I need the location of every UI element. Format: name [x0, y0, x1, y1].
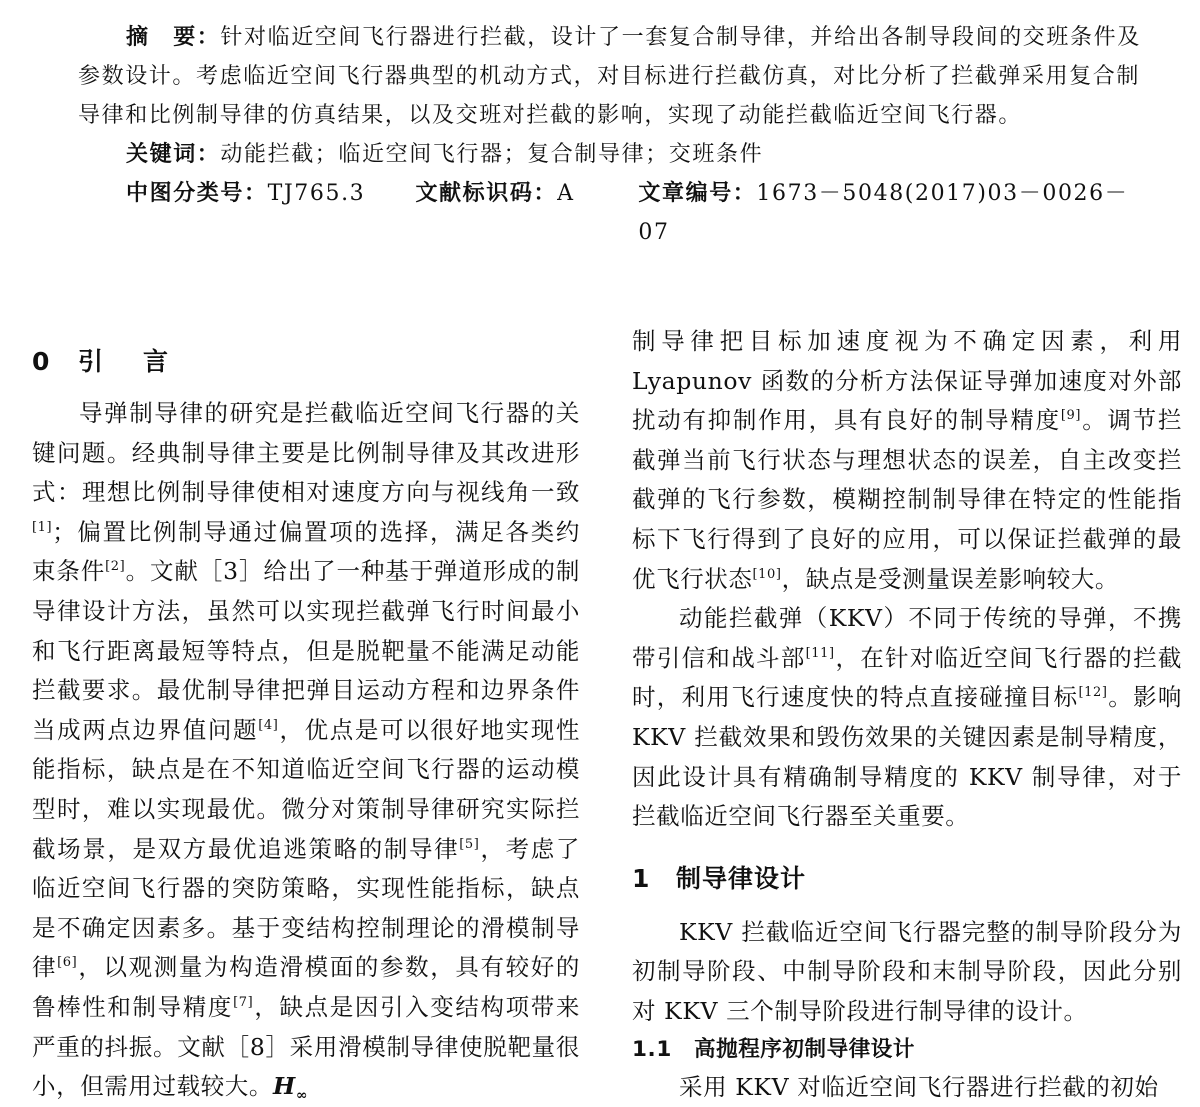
citation: [1] — [32, 520, 52, 535]
section-0-heading — [32, 342, 580, 382]
text-run: 动能拦截弹（KKV）不同于传统的导弹，不携带引信和战斗部 — [632, 604, 1182, 672]
text-run: ，缺点是因引入变结构项带来严重的抖振。文献［8］采用滑模制导律使脱靶量很小，但需用过载较大。 — [32, 993, 580, 1100]
h-infinity-symbol — [273, 1072, 308, 1100]
doc-code-item — [415, 174, 638, 252]
text-run: ，以观测量为构造滑模面的参数，具有较好的鲁棒性和制导精度 — [32, 953, 580, 1021]
text-run: 。文献［3］给出了一种基于弹道形成的制导律设计方法，虽然可以实现拦截弹飞行时间最小和飞行距离最短等特点，但是脱靶量不能满足动能拦截要求。最优制导律把弹目运动方程和边界条件当成两点边界值问题 — [32, 557, 580, 743]
infinity-subscript: ∞ — [296, 1088, 308, 1104]
subsection-1-1-title: 高抛程序初制导律设计 — [694, 1037, 915, 1062]
citation: [2] — [105, 559, 125, 574]
citation: [5] — [459, 837, 479, 852]
section-0-number: 0 — [32, 342, 78, 382]
text-run: 。调节拦截弹当前飞行状态与理想状态的误差，自主改变拦截弹的飞行参数，模糊控制制导律在特定的性能指标下飞行得到了良好的应用，可以保证拦截弹的最优飞行状态 — [632, 406, 1182, 592]
text-run: ；偏置比例制导通过偏置项的选择，满足各类约束条件 — [32, 518, 580, 586]
citation: [7] — [233, 995, 253, 1010]
section-1-heading — [632, 859, 1182, 899]
continued-text: 制导律把目标加速度视为不确定因素，利用 Lyapunov 函数的分析方法保证导弹加速度对外部扰动有抑制作用，具有良好的制导精度 — [632, 327, 1182, 434]
citation: [9] — [1061, 408, 1081, 423]
abstract-paragraph — [78, 18, 1148, 135]
section-1-paragraph-1: KKV 拦截临近空间飞行器完整的制导阶段分为初制导阶段、中制导阶段和末制导阶段，因此分别对 KKV 三个制导阶段进行制导律的设计。 — [632, 913, 1182, 1032]
doc-code-label: 文献标识码： — [415, 181, 557, 206]
section-0-title: 引言 — [78, 347, 208, 376]
text-run: ，在针对临近空间飞行器的拦截时，利用飞行速度快的特点直接碰撞目标 — [632, 644, 1182, 712]
text-run: ，考虑了临近空间飞行器的突防策略，实现性能指标，缺点是不确定因素多。基于变结构控制理论的滑模制导律 — [32, 835, 580, 982]
clc-label: 中图分类号： — [126, 181, 268, 206]
subsection-1-1-number: 1.1 — [632, 1032, 694, 1068]
text-run: 。影响 KKV 拦截效果和毁伤效果的关键因素是制导精度，因此设计具有精确制导精度的 KKV 制导律，对于拦截临近空间飞行器至关重要。 — [632, 683, 1182, 830]
article-no-value: 1673－5048(2017)03－0026－07 — [638, 181, 1128, 245]
citation: [10] — [753, 567, 782, 582]
keywords-line — [78, 135, 1148, 174]
citation: [12] — [1078, 685, 1107, 700]
citation: [6] — [57, 955, 77, 970]
clc-value: TJ765.3 — [268, 181, 366, 206]
clc-item — [126, 174, 415, 252]
right-column — [632, 322, 1182, 1107]
left-column — [32, 322, 580, 1107]
doc-code-value: A — [557, 181, 575, 206]
section-0-paragraph-1 — [32, 394, 580, 1107]
text-run: 导弹制导律的研究是拦截临近空间飞行器的关键问题。经典制导律主要是比例制导律及其改进形式：理想比例制导律使相对速度方向与视线角一致 — [32, 399, 580, 506]
section-1-title: 制导律设计 — [676, 864, 806, 893]
h-letter: H — [273, 1072, 296, 1100]
keywords-text: 动能拦截；临近空间飞行器；复合制导律；交班条件 — [220, 142, 763, 167]
text-run: ，优点是可以很好地实现性能指标，缺点是在不知道临近空间飞行器的运动模型时，难以实现最优。微分对策制导律研究实际拦截场景，是双方最优追逃策略的制导律 — [32, 716, 580, 863]
article-no-item — [638, 174, 1148, 252]
abstract-text: 针对临近空间飞行器进行拦截，设计了一套复合制导律，并给出各制导段间的交班条件及参数设计。考虑临近空间飞行器典型的机动方式，对目标进行拦截仿真，对比分析了拦截弹采用复合制导律和比例制导律的仿真结果，以及交班对拦截的影响，实现了动能拦截临近空间飞行器。 — [78, 25, 1141, 128]
section-0-paragraph-1-continued — [632, 322, 1182, 599]
subsection-1-1-heading — [632, 1032, 1182, 1068]
citation: [11] — [806, 646, 835, 661]
section-0-paragraph-2 — [632, 599, 1182, 837]
subsection-1-1-paragraph-1: 采用 KKV 对临近空间飞行器进行拦截的初始 — [632, 1068, 1182, 1107]
abstract-label: 摘 要： — [78, 25, 220, 50]
abstract-block — [78, 18, 1148, 252]
article-no-label: 文章编号： — [638, 181, 756, 206]
classification-line — [78, 174, 1148, 252]
section-1-number: 1 — [632, 859, 676, 899]
citation: [4] — [258, 718, 278, 733]
text-run: ，缺点是受测量误差影响较大。 — [782, 565, 1119, 593]
keywords-label: 关键词： — [78, 142, 220, 167]
